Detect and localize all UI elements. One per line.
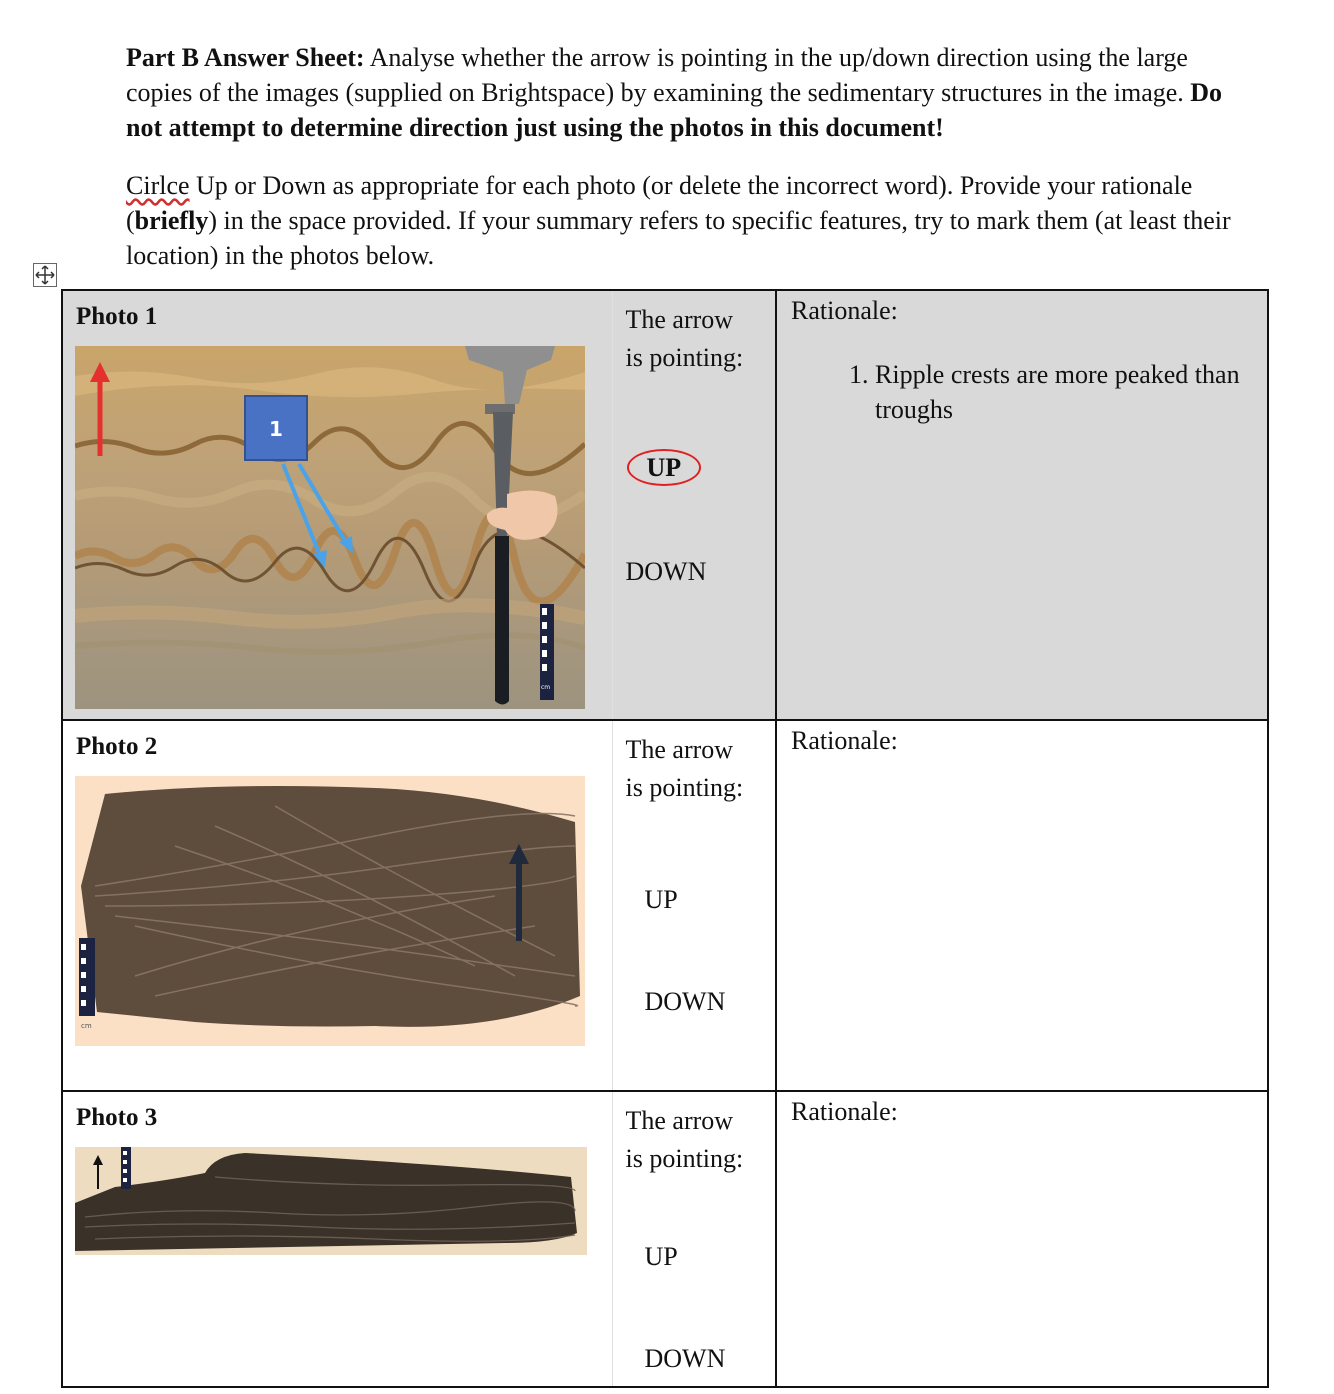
question-line-1: The arrow [625,305,734,334]
table-row-photo-3 [62,1091,1268,1387]
down-option[interactable]: DOWN [644,1344,726,1373]
spelling-error-word[interactable]: Cirlce [126,171,190,200]
heading-text: Analyse whether the arrow is pointing in the up/down direction using the large copies of the images (supplied on Brightspace) by examining the sedimentary structures in the image. [126,43,1191,107]
heading-bold: Part B Answer Sheet: [126,43,365,72]
table-row-photo-2 [62,720,1268,1091]
question-line-1: The arrow [625,735,734,764]
direction-cell-1 [612,290,776,720]
photo-cell-3 [62,1091,612,1387]
table-move-handle-icon[interactable] [33,263,57,287]
scale-label: cm [541,684,551,691]
rationale-label: Rationale: [791,296,898,325]
p2-text-1: Up or Down as appropriate for each photo (or delete the incorrect word). Provide your rationale ( [126,171,1193,235]
rationale-list [829,357,1275,427]
rationale-item[interactable]: 1. Ripple crests are more peaked than troughs [875,357,1275,427]
up-circled-text: UP [627,449,702,486]
down-option[interactable]: DOWN [644,987,726,1016]
photo-1-image [75,346,585,709]
rationale-label: Rationale: [791,1097,898,1126]
arrow-question [626,731,744,807]
direction-cell-2 [612,720,776,1091]
photo-3-image [75,1147,587,1255]
rationale-cell-2[interactable] [776,720,1268,1091]
question-line-2: is pointing: [625,773,744,802]
photo-2-image [75,776,585,1046]
rationale-label: Rationale: [791,726,898,755]
answer-table [61,289,1269,1388]
rationale-cell-3[interactable] [776,1091,1268,1387]
arrow-question [626,301,744,377]
up-option[interactable]: UP [644,885,678,914]
up-option[interactable]: UP [644,1242,678,1271]
circle-instructions-paragraph [126,168,1236,273]
up-option[interactable] [627,453,702,483]
photo-cell-2 [62,720,612,1091]
briefly-text: briefly [134,206,209,235]
warning-text: Do not attempt to determine direction just using the photos in this document! [126,78,1223,142]
photo-label: Photo 2 [76,733,158,760]
question-line-2: is pointing: [625,343,744,372]
arrow-question [626,1102,744,1178]
scale-label: cm [81,1022,92,1030]
direction-cell-3 [612,1091,776,1387]
instructions-paragraph [126,40,1236,145]
table-row-photo-1 [62,290,1268,720]
rationale-cell-1 [776,290,1268,720]
p2-text-2: ) in the space provided. If your summary refers to specific features, try to mark them (at least their location) in the photos below. [126,206,1231,270]
callout-number: 1 [269,417,283,441]
photo-label: Photo 1 [76,303,158,330]
question-line-1: The arrow [625,1106,734,1135]
photo-cell-1 [62,290,612,720]
photo-label: Photo 3 [76,1104,158,1131]
down-option[interactable]: DOWN [625,557,707,586]
question-line-2: is pointing: [625,1144,744,1173]
